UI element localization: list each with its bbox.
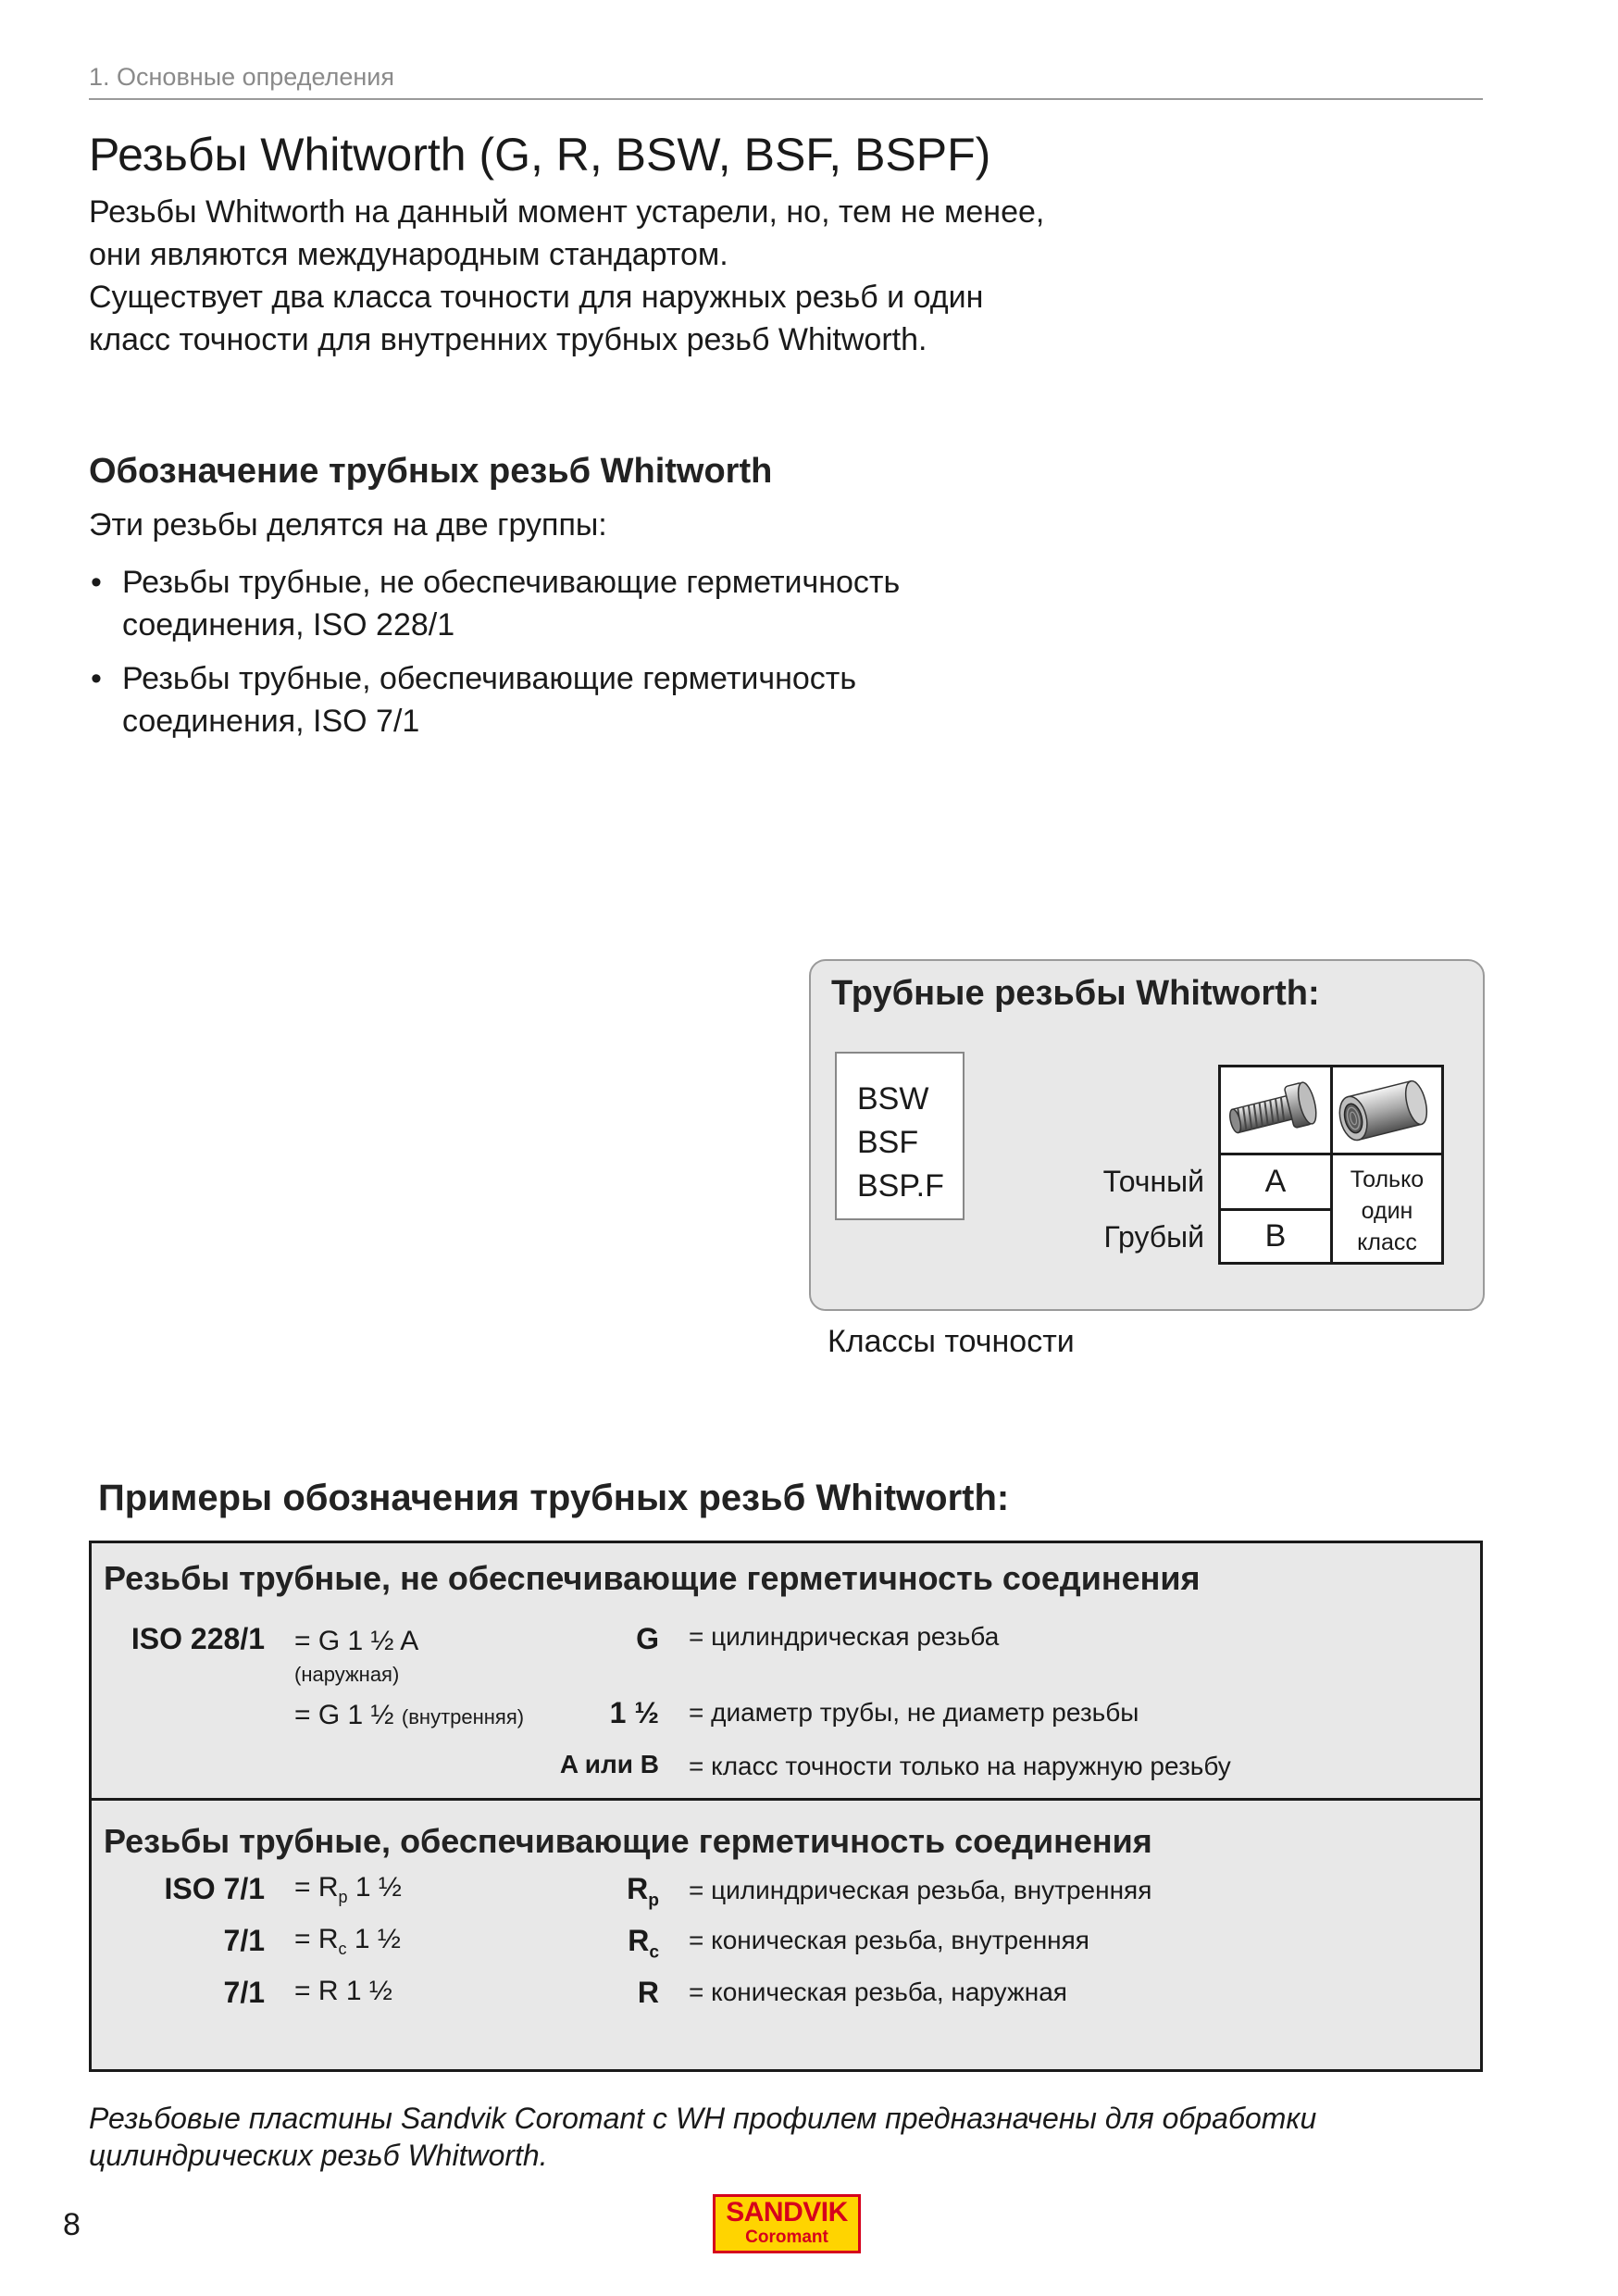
list-item: • Резьбы трубные, обеспечивающие герметичность соединения, ISO 7/1 [89, 657, 1107, 742]
thread-codes-box [835, 1052, 965, 1220]
section1-title: Резьбы трубные, не обеспечивающие герметичность соединения [104, 1559, 1201, 1597]
intro-line: класс точности для внутренних трубных резьб Whitworth. [89, 322, 927, 357]
designation-example: = G 1 ½ (внутренняя) [294, 1700, 525, 1730]
symbol-description: = коническая резьба, внутренняя [689, 1926, 1089, 1954]
designation-lead: Эти резьбы делятся на две группы: [89, 507, 607, 543]
section2-title: Резьбы трубные, обеспечивающие герметичность соединения [104, 1822, 1152, 1860]
header-divider [89, 98, 1483, 100]
bolt-external-thread-icon [1225, 1071, 1326, 1149]
panel-caption: Классы точности [828, 1324, 1075, 1359]
bullet-icon: • [91, 565, 102, 600]
page-title: Резьбы Whitworth (G, R, BSW, BSF, BSPF) [89, 129, 991, 181]
sandvik-logo: SANDVIK Coromant [713, 2194, 861, 2253]
symbol-label: G [636, 1622, 659, 1655]
symbol-description: = диаметр трубы, не диаметр резьбы [689, 1698, 1139, 1727]
symbol-label: $R_c$ [628, 1924, 659, 1963]
symbol-description: = цилиндрическая резьба, внутренняя [689, 1876, 1152, 1904]
list-item: • Резьбы трубные, не обеспечивающие герметичность соединения, ISO 228/1 [89, 561, 1107, 646]
thread-code: BSP.F [857, 1168, 944, 1204]
single-class-cell: Только один класс [1350, 1167, 1425, 1255]
examples-heading: Примеры обозначения трубных резьб Whitworth: [98, 1478, 1010, 1518]
symbol-label: $R_p$ [627, 1872, 659, 1911]
designation-example: = $R_c$ 1 ½ [294, 1924, 401, 1958]
symbol-label: R [637, 1976, 659, 2009]
nut-internal-thread-icon [1336, 1071, 1438, 1149]
standard-label: 7/1 [223, 1976, 265, 2009]
designation-example: = $R_p$ 1 ½ [294, 1872, 402, 1906]
footnote: Резьбовые пластины Sandvik Coromant с WH профилем предназначены для обработки цилиндрических резьб Whitworth. [89, 2102, 1317, 2172]
designation-note: (наружная) [294, 1663, 400, 1686]
intro-line: они являются международным стандартом. [89, 237, 728, 272]
designation-example: = G 1 ½ A [294, 1626, 419, 1656]
class-a-cell: A [1264, 1164, 1287, 1199]
bullet-icon: • [91, 661, 102, 696]
symbol-label: A или B [559, 1750, 659, 1778]
standard-label: 7/1 [223, 1924, 265, 1957]
intro-line: Существует два класса точности для наружных резьб и один [89, 280, 984, 315]
standard-label: ISO 228/1 [131, 1622, 265, 1655]
designation-heading: Обозначение трубных резьб Whitworth [89, 452, 773, 491]
fine-class-label: Точный [1102, 1165, 1204, 1198]
standard-label: ISO 7/1 [164, 1872, 265, 1905]
designation-list [89, 561, 1107, 754]
thread-code: BSW [857, 1081, 929, 1117]
coarse-class-label: Грубый [1103, 1220, 1204, 1254]
intro-line: Резьбы Whitworth на данный момент устарели, но, тем не менее, [89, 194, 1045, 230]
designation-example: = R 1 ½ [294, 1976, 392, 2006]
intro-paragraph [89, 191, 1200, 361]
symbol-label: 1 ½ [609, 1696, 659, 1729]
page-number: 8 [63, 2207, 81, 2242]
thread-code: BSF [857, 1125, 919, 1160]
tolerance-grid [1218, 1065, 1444, 1265]
symbol-description: = класс точности только на наружную резьбу [689, 1752, 1231, 1780]
class-b-cell: B [1264, 1218, 1287, 1254]
symbol-description: = цилиндрическая резьба [689, 1622, 1000, 1651]
examples-divider [89, 1798, 1483, 1801]
section-header: 1. Основные определения [89, 63, 394, 91]
panel-title: Трубные резьбы Whitworth: [831, 974, 1320, 1013]
symbol-description: = коническая резьба, наружная [689, 1978, 1067, 2006]
